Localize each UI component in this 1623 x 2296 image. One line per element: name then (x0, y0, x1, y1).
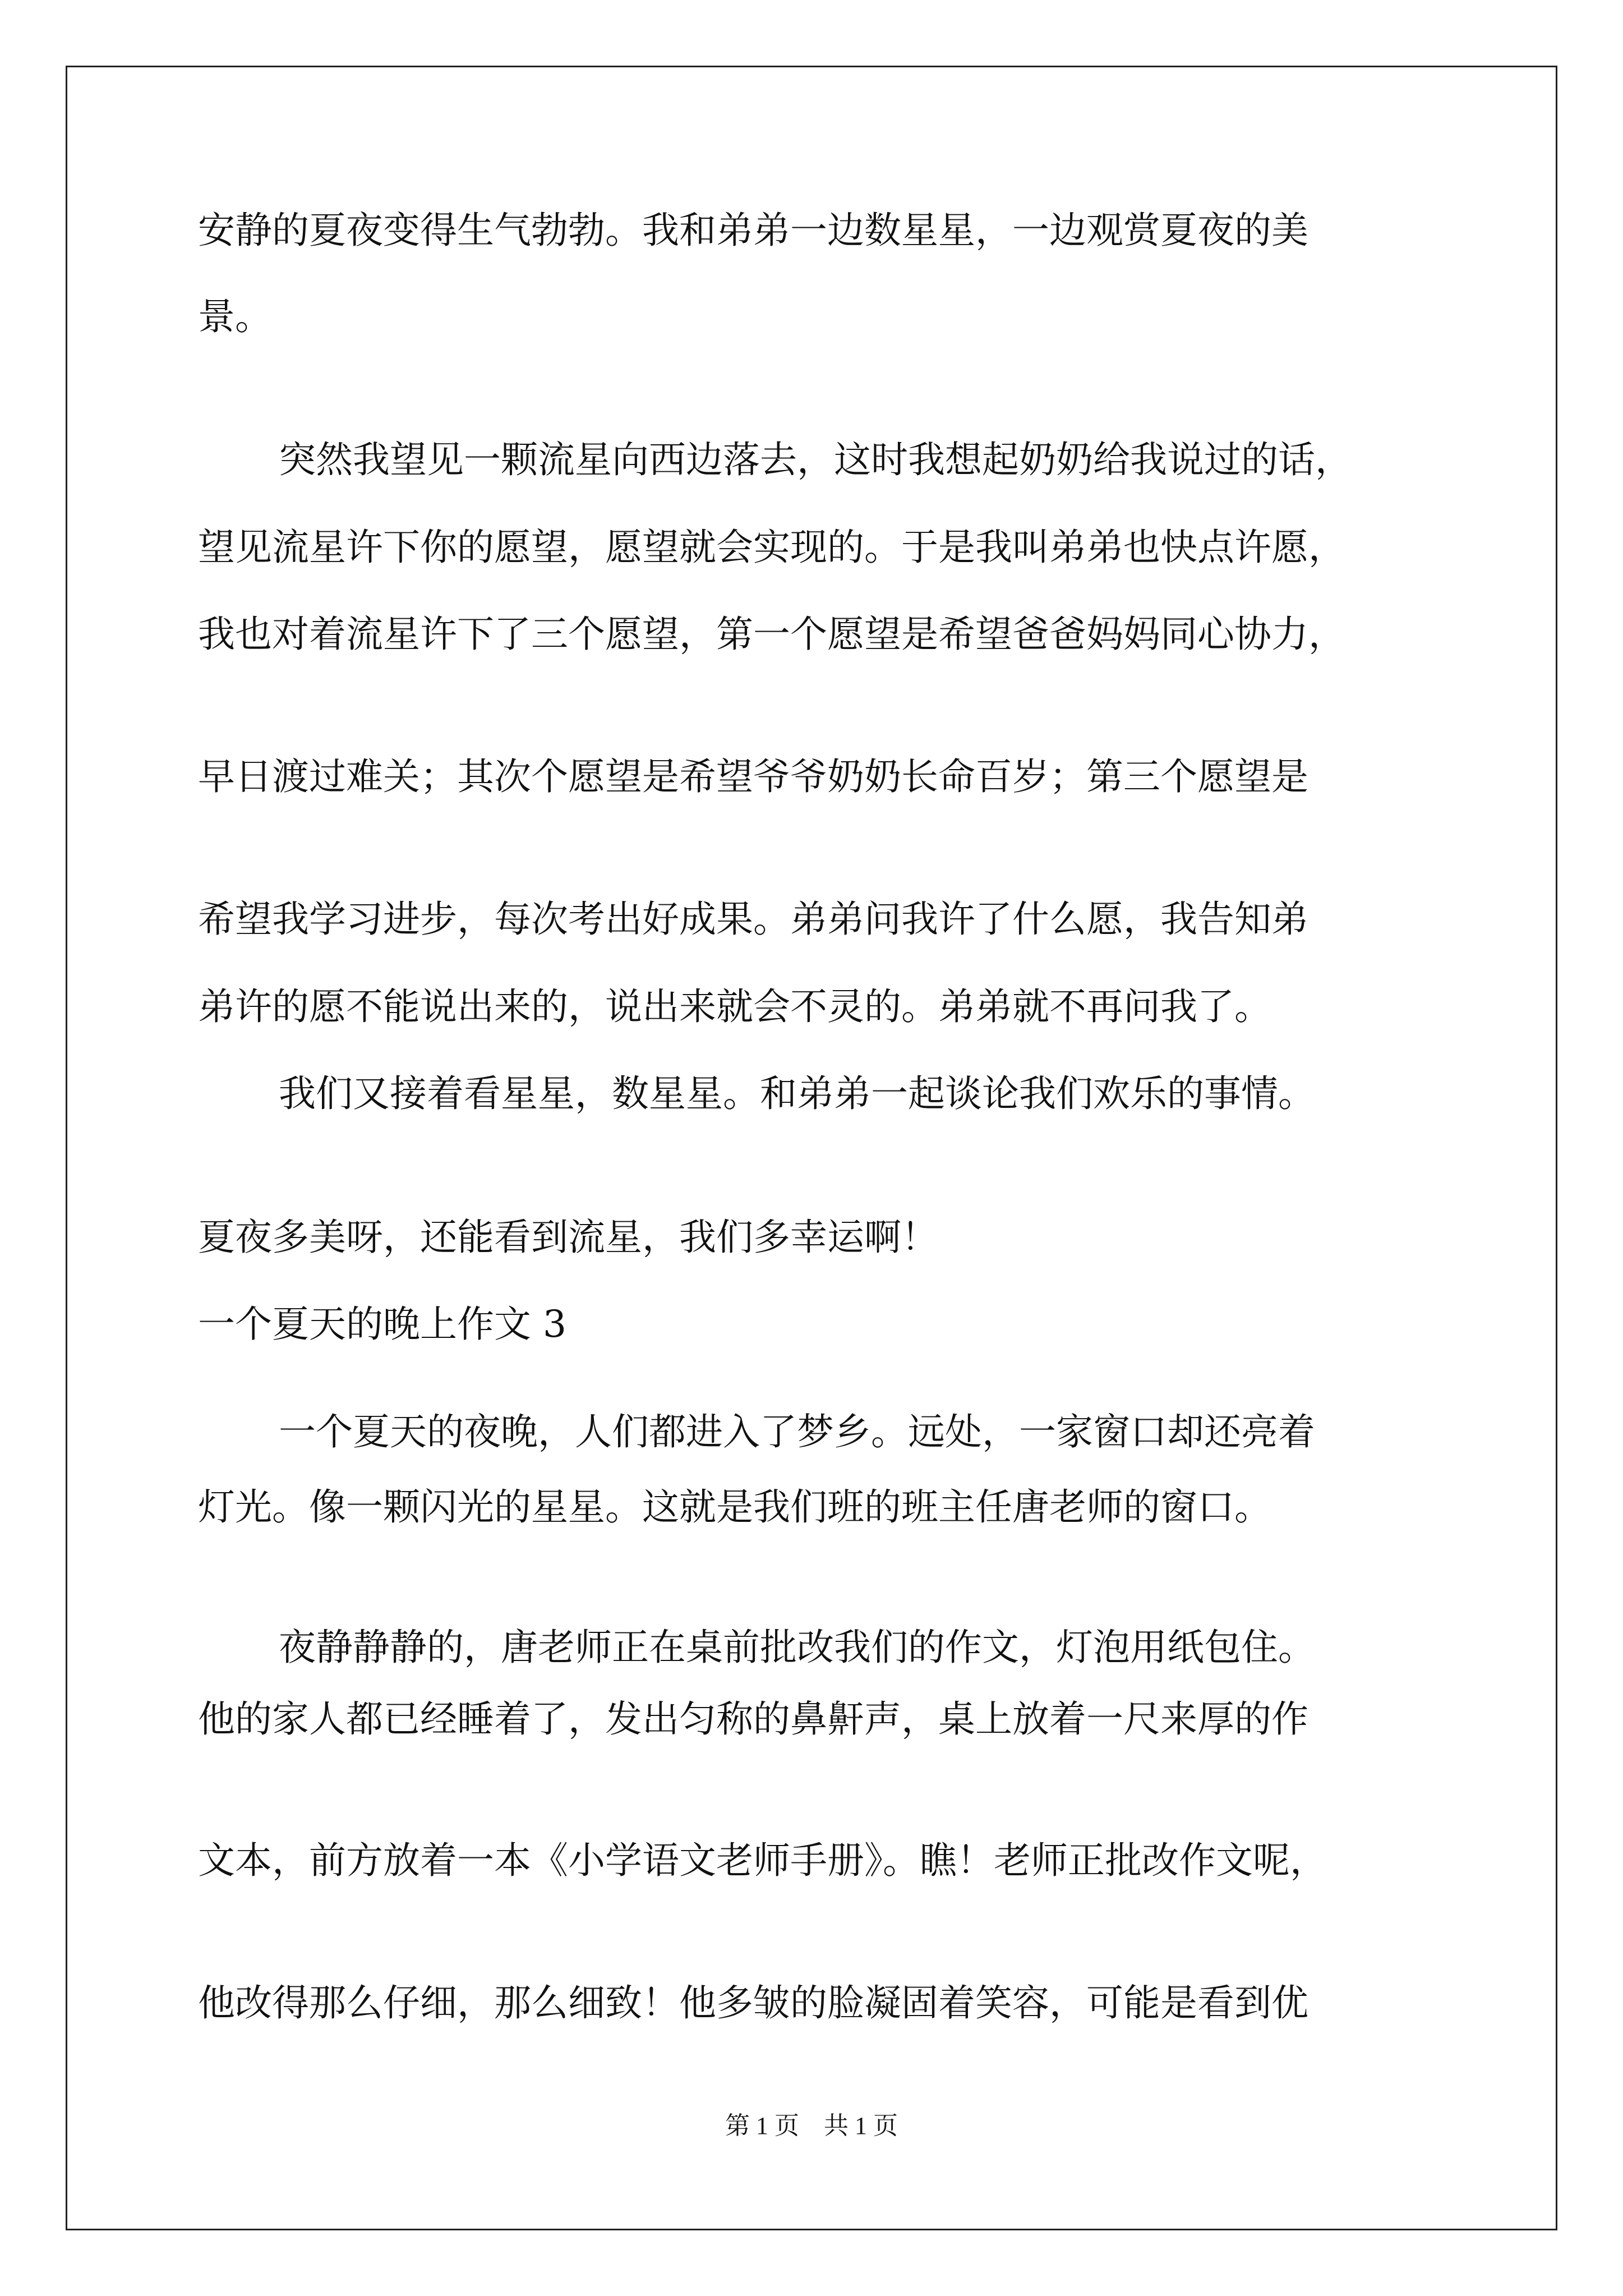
section-heading: 一个夏天的晚上作文 3 (198, 1303, 566, 1346)
paragraph-start-line: 一个夏天的夜晚，人们都进入了梦乡。远处，一家窗口却还亮着 (279, 1410, 1315, 1453)
page-number-footer: 第 1 页 共 1 页 (725, 2112, 898, 2139)
text-line: 文本，前方放着一本《小学语文老师手册》。瞧！老师正批改作文呢， (198, 1839, 1327, 1882)
paragraph-start-line: 我们又接着看星星，数星星。和弟弟一起谈论我们欢乐的事情。 (279, 1072, 1315, 1115)
paragraph-start-line: 夜静静静的，唐老师正在桌前批改我们的作文，灯泡用纸包住。 (279, 1626, 1315, 1669)
text-line: 希望我学习进步，每次考出好成果。弟弟问我许了什么愿，我告知弟 (198, 898, 1308, 941)
text-line: 景。 (198, 295, 272, 338)
text-line: 望见流星许下你的愿望，愿望就会实现的。于是我叫弟弟也快点许愿， (198, 526, 1345, 569)
text-line: 夏夜多美呀，还能看到流星，我们多幸运啊！ (198, 1216, 938, 1259)
text-line: 我也对着流星许下了三个愿望，第一个愿望是希望爸爸妈妈同心协力， (198, 613, 1345, 656)
text-line: 他改得那么仔细，那么细致！他多皱的脸凝固着笑容，可能是看到优 (198, 1981, 1308, 2024)
page-border (66, 66, 1557, 2230)
paragraph-start-line: 突然我望见一颗流星向西边落去，这时我想起奶奶给我说过的话， (279, 438, 1352, 481)
text-line: 灯光。像一颗闪光的星星。这就是我们班的班主任唐老师的窗口。 (198, 1485, 1271, 1529)
text-line: 他的家人都已经睡着了，发出匀称的鼻鼾声，桌上放着一尺来厚的作 (198, 1697, 1308, 1741)
text-line: 安静的夏夜变得生气勃勃。我和弟弟一边数星星，一边观赏夏夜的美 (198, 209, 1308, 252)
text-line: 早日渡过难关；其次个愿望是希望爷爷奶奶长命百岁；第三个愿望是 (198, 755, 1308, 798)
text-line: 弟许的愿不能说出来的，说出来就会不灵的。弟弟就不再问我了。 (198, 985, 1271, 1028)
